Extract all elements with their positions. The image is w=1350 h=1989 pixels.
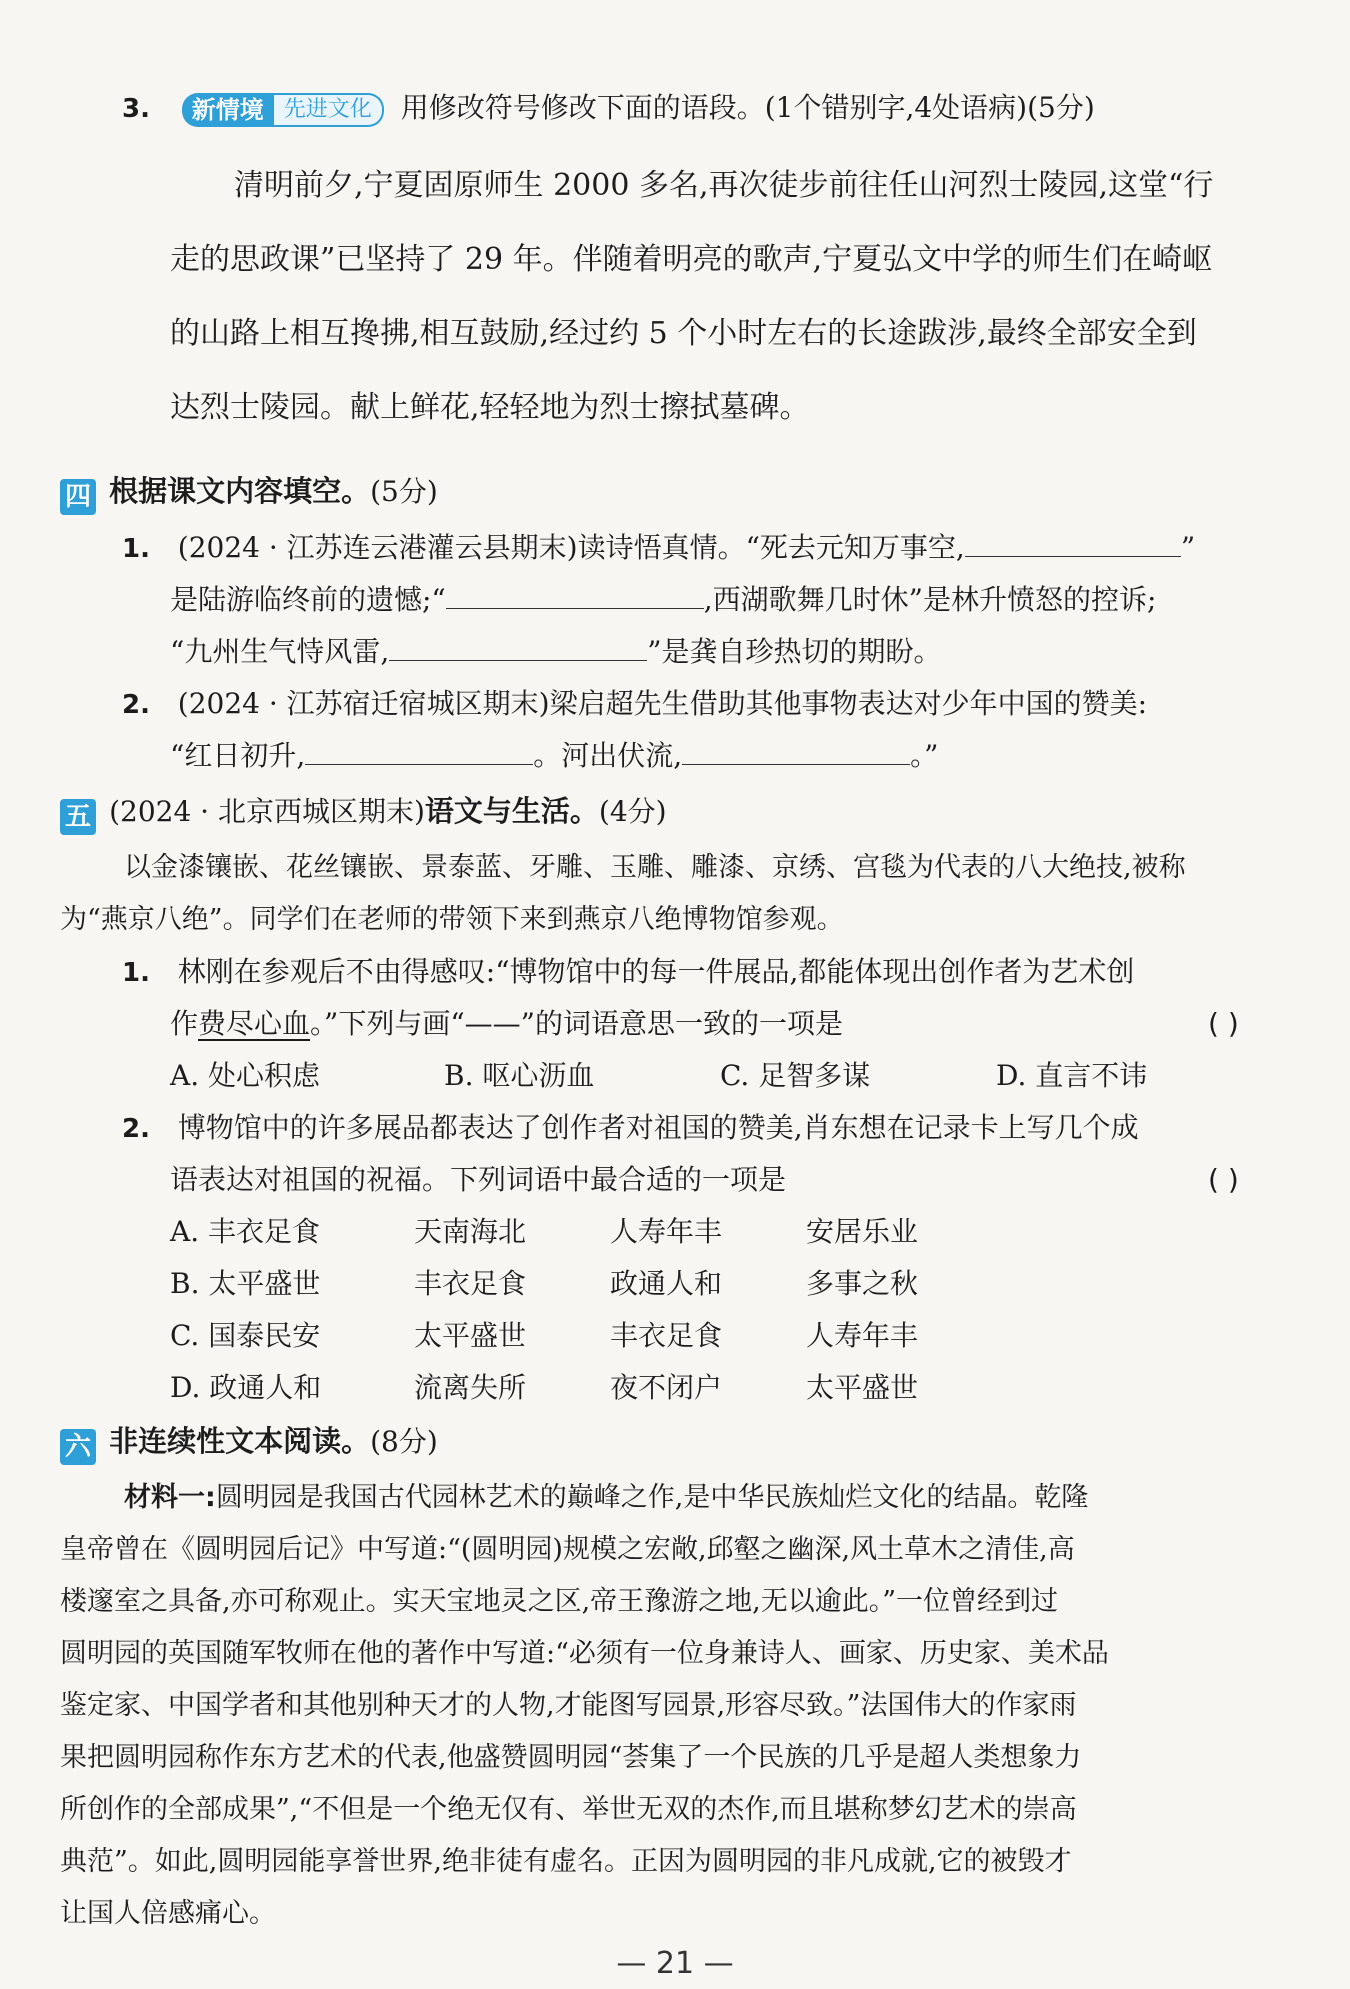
sec5-q2-answer-paren[interactable]: ( ) [1208,1163,1239,1196]
q3-para-line-3: 的山路上相互搀拂,相互鼓励,经过约 5 个小时左右的长途跋涉,最终全部安全到 [170,316,1197,351]
q3-number: 3. [122,94,150,124]
sec4-q2-text-2b: 。河出伏流, [533,739,683,772]
sec6-material-line-2: 皇帝曾在《圆明园后记》中写道:“(圆明园)规模之宏敞,邱壑之幽深,风土草木之清佳,高 [60,1534,1075,1565]
section-4-icon: 四 [60,479,96,515]
sec4-q1-line-1 [122,528,1195,569]
sec5-intro-line-1: 以金漆镶嵌、花丝镶嵌、景泰蓝、牙雕、玉雕、雕漆、京绣、宫毯为代表的八大绝技,被称 [124,852,1186,883]
sec6-material-line-7: 所创作的全部成果”,“不但是一个绝无仅有、举世无双的杰作,而且堪称梦幻艺术的崇高 [60,1794,1077,1825]
section-4-title: 根据课文内容填空。 [109,474,371,508]
sec5-q1-option-b[interactable]: B. 呕心沥血 [444,1059,595,1092]
section-5-title: 语文与生活。 [424,794,599,828]
q3-para-line-4: 达烈士陵园。献上鲜花,轻轻地为烈士擦拭墓碑。 [170,390,810,425]
sec5-q2-option-d-4: 太平盛世 [806,1371,919,1404]
sec6-material-label: 材料一: [124,1482,216,1513]
sec4-q1-line-2 [170,580,1156,620]
sec4-q2-number: 2. [122,690,150,720]
sec5-q2-option-d-3: 夜不闭户 [610,1371,723,1404]
section-4-score: (5分) [370,475,438,508]
sec4-q1-text-1-end: ” [1180,531,1196,564]
q3-header [122,88,1095,129]
section-4-header [60,470,438,517]
sec4-q1-text-3a: “九州生气恃风雷, [170,635,390,668]
sec5-q2-option-b-2: 丰衣足食 [414,1267,527,1300]
sec5-intro-line-2: 为“燕京八绝”。同学们在老师的带领下来到燕京八绝博物馆参观。 [60,904,844,935]
sec5-q2-option-b-4: 多事之秋 [806,1267,919,1300]
sec6-material-line-1 [124,1478,1088,1518]
sec6-material-line-6: 果把圆明园称作东方艺术的代表,他盛赞圆明园“荟集了一个民族的几乎是超人类想象力 [60,1742,1082,1773]
sec6-material-line-5: 鉴定家、中国学者和其他别种天才的人物,才能图写园景,形容尽致。”法国伟大的作家雨 [60,1690,1077,1721]
sec6-material-line-3: 楼邃室之具备,亦可称观止。实天宝地灵之区,帝王豫游之地,无以逾此。”一位曾经到过 [60,1586,1059,1617]
sec5-q1-number: 1. [122,958,150,988]
sec5-q2-option-c-3: 丰衣足食 [610,1319,723,1352]
sec4-q2-line-2 [170,736,938,776]
sec5-q2-number: 2. [122,1114,150,1144]
sec6-material-text-1: 圆明园是我国古代园林艺术的巅峰之作,是中华民族灿烂文化的结晶。乾隆 [215,1482,1089,1513]
sec6-material-line-9: 让国人倍感痛心。 [60,1898,276,1929]
sec5-q1-line-2 [170,1004,843,1044]
sec5-q1-option-c[interactable]: C. 足智多谋 [720,1059,871,1092]
sec4-q1-line-3 [170,632,942,672]
sec5-q2-option-b-3: 政通人和 [610,1267,723,1300]
sec5-q2-option-d-2: 流离失所 [414,1371,527,1404]
sec5-q2-option-a-4: 安居乐业 [806,1215,919,1248]
sec4-q2-text-1: (2024 · 江苏宿迁宿城区期末)梁启超先生借助其他事物表达对少年中国的赞美: [177,687,1148,720]
sec5-q2-text-1: 博物馆中的许多展品都表达了创作者对祖国的赞美,肖东想在记录卡上写几个成 [177,1111,1139,1144]
sec4-q1-text-1: (2024 · 江苏连云港灌云县期末)读诗悟真情。“死去元知万事空, [177,531,965,564]
sec6-material-line-4: 圆明园的英国随军牧师在他的著作中写道:“必须有一位身兼诗人、画家、历史家、美术品 [60,1638,1109,1669]
sec5-q2-option-c-4: 人寿年丰 [806,1319,919,1352]
sec4-q2-text-2a: “红日初升, [170,739,306,772]
q3-instruction: 用修改符号修改下面的语段。(1个错别字,4处语病)(5分) [400,91,1095,124]
section-6-header [60,1420,438,1467]
sec4-q1-text-2a: 是陆游临终前的遗憾;“ [170,583,446,616]
section-6-icon: 六 [60,1429,96,1465]
sec5-q1-line-1 [122,952,1134,993]
sec4-q1-number: 1. [122,534,150,564]
sec4-q1-blank-3[interactable] [389,632,647,661]
sec5-q1-answer-paren[interactable]: ( ) [1208,1007,1239,1040]
q3-para-line-1: 清明前夕,宁夏固原师生 2000 多名,再次徒步前往任山河烈士陵园,这堂“行 [234,168,1214,203]
section-5-prefix: (2024 · 北京西城区期末) [109,795,425,828]
section-5-score: (4分) [598,795,667,828]
section-6-score: (8分) [370,1425,438,1458]
sec5-q2-option-c-2: 太平盛世 [414,1319,527,1352]
q3-para-line-2: 走的思政课”已坚持了 29 年。伴随着明亮的歌声,宁夏弘文中学的师生们在崎岖 [170,242,1213,277]
sec5-q2-option-d-1[interactable]: D. 政通人和 [170,1371,322,1404]
sec5-q1-option-d[interactable]: D. 直言不讳 [996,1059,1148,1092]
sec5-q1-text-2a: 作 [170,1007,199,1040]
q3-badge-main: 新情境 [182,93,274,127]
sec5-q2-option-a-2: 天南海北 [414,1215,527,1248]
section-6-title: 非连续性文本阅读。 [109,1424,371,1458]
sec4-q2-text-2c: 。” [910,739,939,772]
q3-badge-sub: 先进文化 [274,93,384,127]
sec4-q1-text-3b: ”是龚自珍热切的期盼。 [647,635,942,668]
sec5-q1-text-2b: 。”下列与画“——”的词语意思一致的一项是 [310,1007,843,1040]
sec5-q2-line-1 [122,1108,1139,1149]
sec5-q1-underlined-phrase: 费尽心血 [198,1007,311,1040]
sec4-q2-blank-1[interactable] [305,736,533,765]
sec5-q2-option-a-3: 人寿年丰 [610,1215,723,1248]
sec5-q2-line-2: 语表达对祖国的祝福。下列词语中最合适的一项是 [170,1163,787,1196]
sec5-q1-option-a[interactable]: A. 处心积虑 [170,1059,321,1092]
section-5-icon: 五 [60,799,96,835]
sec4-q2-blank-2[interactable] [682,736,910,765]
sec5-q2-option-c-1[interactable]: C. 国泰民安 [170,1319,321,1352]
sec5-q2-option-a-1[interactable]: A. 丰衣足食 [170,1215,321,1248]
page-number: — 21 — [616,1946,734,1981]
q3-badge [182,93,384,127]
sec6-material-line-8: 典范”。如此,圆明园能享誉世界,绝非徒有虚名。正因为圆明园的非凡成就,它的被毁才 [60,1846,1072,1877]
section-5-header [60,790,667,837]
sec4-q1-blank-1[interactable] [965,528,1181,557]
sec4-q2-line-1 [122,684,1147,725]
sec5-q1-text-1: 林刚在参观后不由得感叹:“博物馆中的每一件展品,都能体现出创作者为艺术创 [177,955,1135,988]
sec5-q2-option-b-1[interactable]: B. 太平盛世 [170,1267,321,1300]
sec4-q1-text-2b: ,西湖歌舞几时休”是林升愤怒的控诉; [703,583,1157,616]
sec4-q1-blank-2[interactable] [446,580,704,609]
